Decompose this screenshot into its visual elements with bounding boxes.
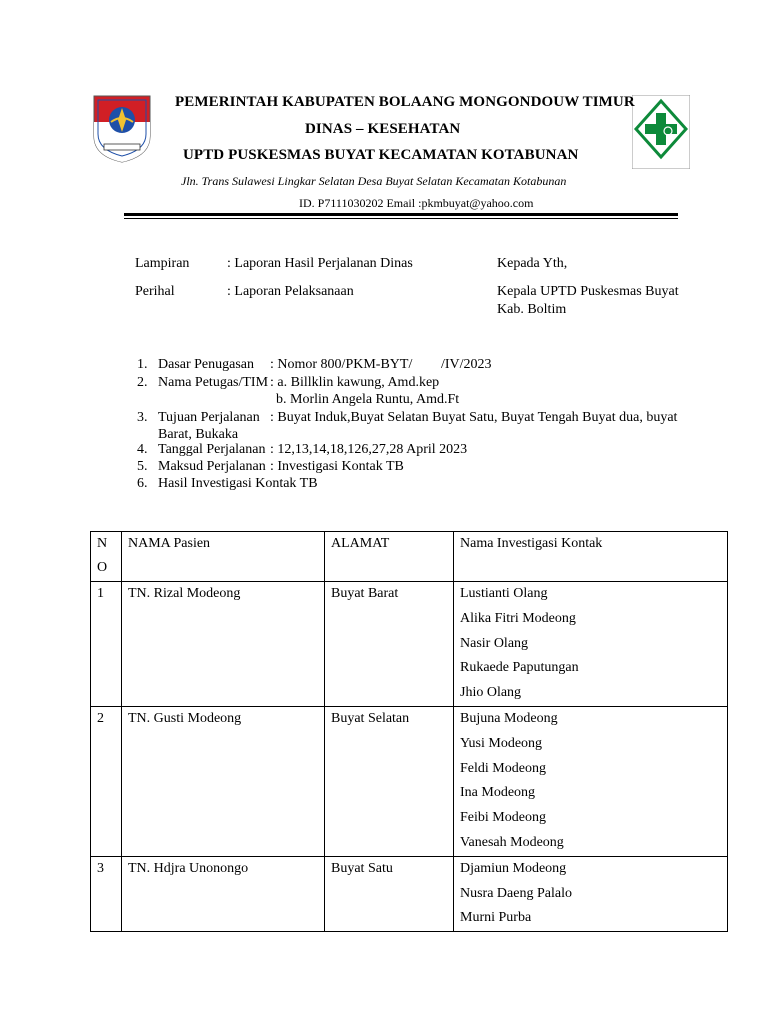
item-label: Nama Petugas/TIM [158,375,269,390]
item-value-extra: /IV/2023 [441,357,492,372]
row-number: 1 [91,582,122,707]
header-rule-thick [124,213,678,216]
contact-name: Rukaede Paputungan [460,660,579,676]
table-row [91,856,728,931]
item-value: : Investigasi Kontak TB [270,459,404,474]
item-number: 5. [137,459,148,474]
contact-name: Alika Fitri Modeong [460,610,576,626]
lampiran-label: Lampiran [135,256,190,271]
item-label: Maksud Perjalanan [158,459,266,474]
contact-name: Feibi Modeong [460,810,546,826]
contact-name: Vanesah Modeong [460,834,564,850]
item-number: 4. [137,442,148,457]
item-label: Dasar Penugasan [158,357,255,372]
header-rule-thin [124,218,678,219]
contact-name: Yusi Modeong [460,735,543,751]
row-number: 2 [91,706,122,856]
table-row [91,706,728,856]
item-number: 6. [137,476,148,491]
contact-name: Murni Purba [460,910,532,926]
government-title: PEMERINTAH KABUPATEN BOLAANG MONGONDOUW TIMUR [175,94,635,110]
regency-emblem-logo [92,94,152,164]
lampiran-value: : Laporan Hasil Perjalanan Dinas [227,256,413,271]
patient-address: Buyat Satu [325,856,454,931]
item-label: Hasil Investigasi Kontak TB [158,476,318,491]
patient-address: Buyat Barat [325,582,454,707]
item-value-second: b. Morlin Angela Runtu, Amd.Ft [276,392,460,407]
contact-line: ID. P7111030202 Email :pkmbuyat@yahoo.com [299,196,534,210]
item-value: : 12,13,14,18,126,27,28 April 2023 [270,442,468,457]
header-patient: NAMA Pasien [122,532,325,582]
contact-name: Ina Modeong [460,785,536,801]
contact-name: Feldi Modeong [460,760,546,776]
item-value-continued: Barat, Bukaka [158,427,239,442]
item-label: Tanggal Perjalanan [158,442,266,457]
patient-name: TN. Hdjra Unonongo [122,856,325,931]
department-title: DINAS – KESEHATAN [305,121,461,137]
perihal-label: Perihal [135,284,175,299]
header-no: N O [91,532,122,582]
item-value: : Buyat Induk,Buyat Selatan Buyat Satu, Buyat Tengah Buyat dua, buyat [270,410,678,425]
contact-list [454,706,728,856]
contact-name: Nasir Olang [460,635,529,651]
contact-list [454,856,728,931]
item-label: Tujuan Perjalanan [158,410,260,425]
item-number: 2. [137,375,148,390]
header-address: ALAMAT [325,532,454,582]
patient-name: TN. Rizal Modeong [122,582,325,707]
contact-name: Lustianti Olang [460,586,548,601]
item-value: : a. Billklin kawung, Amd.kep [270,375,440,390]
table-header-row [91,532,728,582]
perihal-value: : Laporan Pelaksanaan [227,284,354,299]
contact-name: Bujuna Modeong [460,710,558,726]
item-value: : Nomor 800/PKM-BYT/ [270,357,413,372]
table-row [91,582,728,707]
recipient-name: Kepala UPTD Puskesmas Buyat [497,284,679,299]
header-contacts: Nama Investigasi Kontak [454,532,728,582]
contact-investigation-table [90,531,728,932]
recipient-greeting: Kepada Yth, [497,256,568,271]
contact-name: Jhio Olang [460,685,522,701]
contact-name: Nusra Daeng Palalo [460,885,572,901]
contact-list [454,582,728,707]
institution-title: UPTD PUSKESMAS BUYAT KECAMATAN KOTABUNAN [183,147,579,163]
recipient-location: Kab. Boltim [497,302,567,317]
item-number: 1. [137,357,148,372]
puskesmas-logo [632,95,690,169]
patient-name: TN. Gusti Modeong [122,706,325,856]
address-line: Jln. Trans Sulawesi Lingkar Selatan Desa Buyat Selatan Kecamatan Kotabunan [181,174,567,188]
row-number: 3 [91,856,122,931]
patient-address: Buyat Selatan [325,706,454,856]
item-number: 3. [137,410,148,425]
contact-name: Djamiun Modeong [460,860,567,876]
